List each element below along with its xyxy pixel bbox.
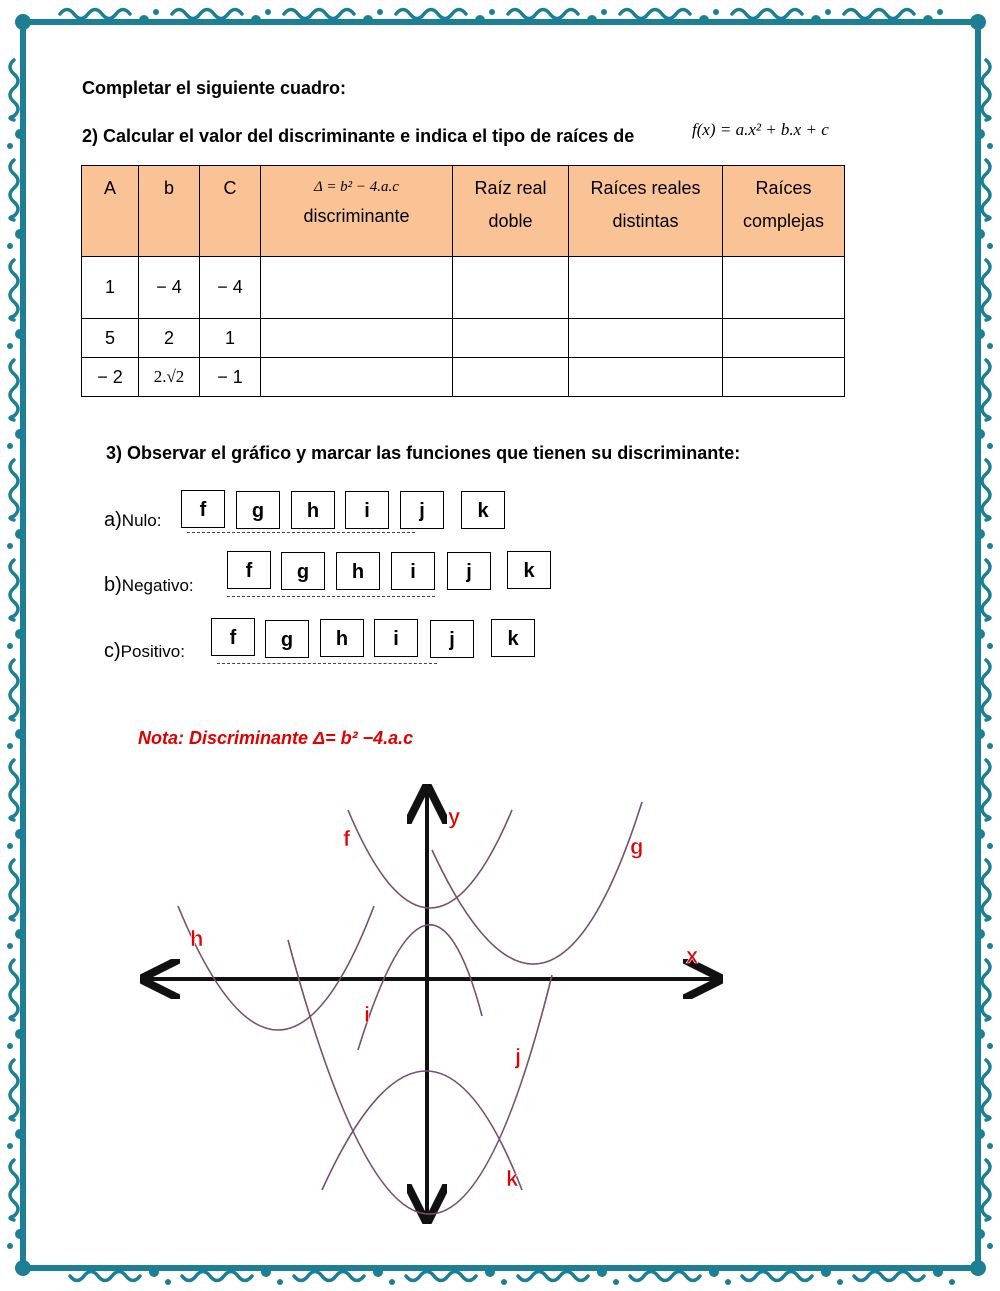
header-a: A (82, 166, 139, 257)
label-x: x (686, 943, 699, 968)
option-b-box-h[interactable]: h (336, 552, 380, 590)
option-b-box-j[interactable]: j (447, 552, 491, 590)
parabolas-graph (130, 780, 730, 1230)
discriminant-table (81, 165, 845, 397)
label-g: g (630, 834, 644, 859)
answer-cell[interactable] (261, 257, 453, 319)
option-b-box-i[interactable]: i (391, 552, 435, 590)
table-row: 5 2 1 (82, 319, 845, 358)
label-y: y (448, 804, 461, 829)
option-b-box-f[interactable]: f (227, 551, 271, 589)
option-c-box-f[interactable]: f (211, 618, 255, 656)
question-2-text: 2) Calcular el valor del discriminante e indica el tipo de raíces de (82, 126, 635, 146)
option-c-label: c)Positivo: (104, 640, 185, 662)
answer-cell[interactable] (453, 358, 569, 397)
curve-f-top (348, 810, 512, 908)
worksheet-title: Completar el siguiente cuadro: (82, 78, 347, 98)
option-a-box-g[interactable]: g (236, 491, 280, 529)
label-h: h (190, 926, 204, 951)
header-distinct-roots: Raíces reales distintas (569, 166, 723, 257)
answer-cell[interactable] (261, 358, 453, 397)
curve-i (358, 925, 482, 1050)
option-c-box-g[interactable]: g (265, 620, 309, 658)
answer-cell[interactable] (453, 319, 569, 358)
label-k: k (506, 1166, 519, 1191)
delta-formula: Δ = b² − 4.a.c (314, 179, 399, 195)
option-a-box-f[interactable]: f (181, 490, 225, 528)
answer-cell[interactable] (723, 358, 845, 397)
option-c-box-j[interactable]: j (430, 620, 474, 658)
label-j: j (515, 1044, 522, 1069)
answer-cell[interactable] (569, 358, 723, 397)
header-c: C (200, 166, 261, 257)
answer-cell[interactable] (453, 257, 569, 319)
answer-cell[interactable] (569, 319, 723, 358)
answer-cell[interactable] (723, 319, 845, 358)
option-a-box-i[interactable]: i (345, 491, 389, 529)
table-row: − 2 2.√2 − 1 (82, 358, 845, 397)
table-header-row (82, 166, 845, 257)
table-row: 1 − 4 − 4 (82, 257, 845, 319)
option-a-box-h[interactable]: h (291, 491, 335, 529)
option-c-box-i[interactable]: i (374, 619, 418, 657)
option-c-box-h[interactable]: h (320, 619, 364, 657)
option-a-label: a)Nulo: (104, 509, 162, 531)
option-a-box-j[interactable]: j (400, 491, 444, 529)
delta-label: discriminante (303, 206, 410, 226)
option-a-box-k[interactable]: k (461, 491, 505, 529)
option-b-label: b)Negativo: (104, 574, 194, 596)
quadratic-formula: f(x) = a.x² + b.x + c (692, 120, 829, 139)
label-f-top: f (343, 826, 351, 851)
option-b-box-g[interactable]: g (281, 552, 325, 590)
answer-cell[interactable] (261, 319, 453, 358)
answer-cell[interactable] (723, 257, 845, 319)
question-3-text: 3) Observar el gráfico y marcar las funciones que tienen su discriminante: (106, 443, 741, 463)
option-b-box-k[interactable]: k (507, 551, 551, 589)
header-b: b (139, 166, 200, 257)
header-discriminant (261, 166, 453, 257)
label-i: i (364, 1002, 371, 1027)
header-complex-roots: Raíces complejas (723, 166, 845, 257)
curve-h (178, 906, 374, 1030)
answer-cell[interactable] (569, 257, 723, 319)
header-double-root: Raíz real doble (453, 166, 569, 257)
curve-g (432, 802, 642, 964)
option-c-box-k[interactable]: k (491, 619, 535, 657)
discriminant-note: Nota: Discriminante Δ= b² −4.a.c (138, 728, 414, 748)
